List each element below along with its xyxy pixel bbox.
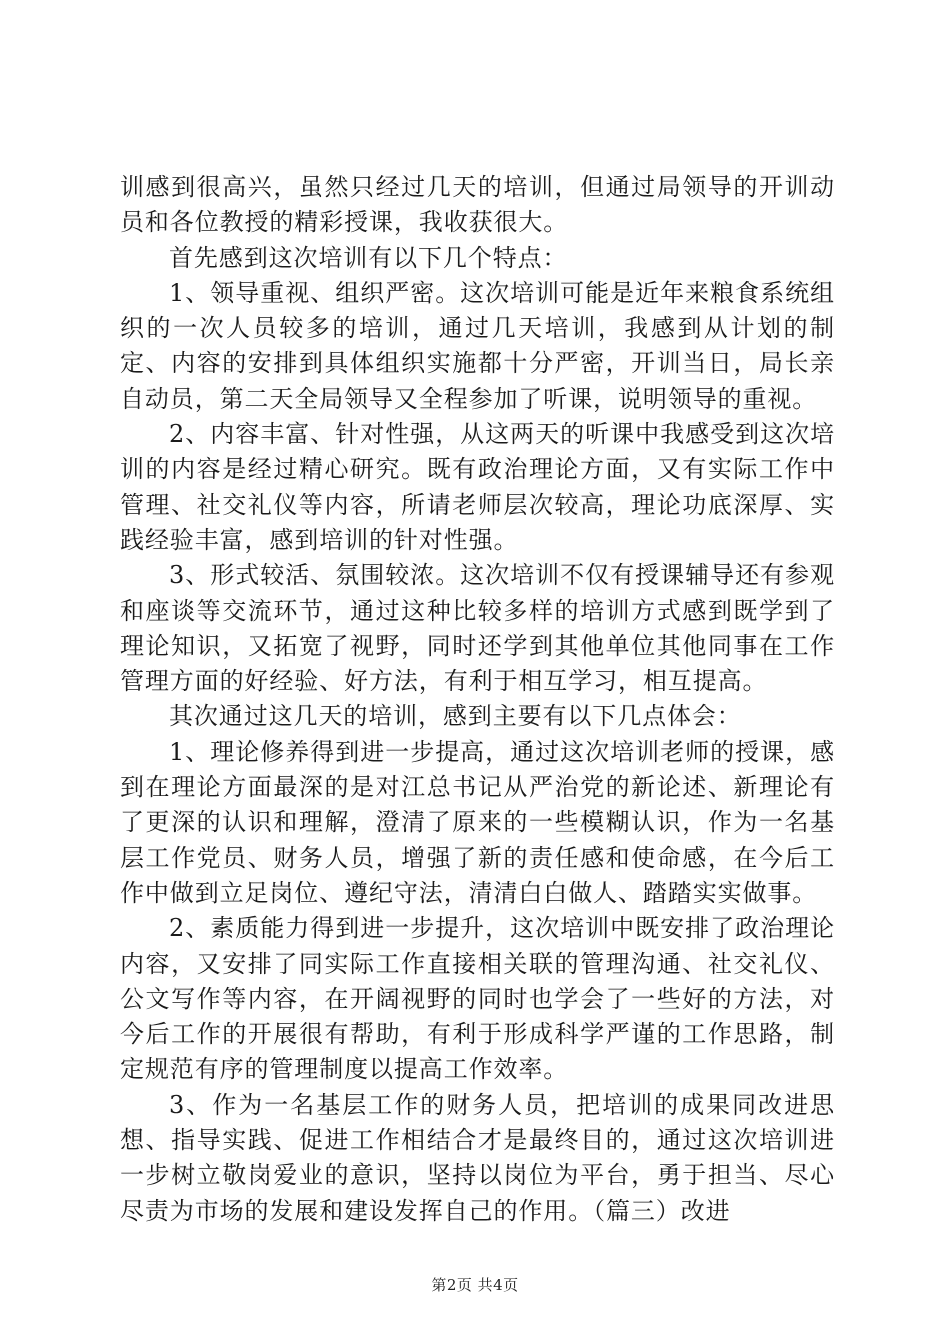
paragraph-features-intro: 首先感到这次培训有以下几个特点： [169, 243, 568, 272]
paragraph-continuation: 训感到很高兴，虽然只经过几天的培训，但通过局领导的开训动员和各位教授的精彩授课，我收获很大。 [120, 173, 835, 237]
page-footer: 第2页 共4页 [431, 1276, 519, 1294]
paragraph-feature-3: 3、形式较活、氛围较浓。这次培训不仅有授课辅导还有参观和座谈等交流环节，通过这种比较多样的培训方式感到既学到了理论知识，又拓宽了视野，同时还学到其他单位其他同事在工作管理方面的好经验、好方法，有利于相互学习，相互提高。 [120, 561, 835, 696]
paragraph-feature-1: 1、领导重视、组织严密。这次培训可能是近年来粮食系统组织的一次人员较多的培训，通过几天培训，我感到从计划的制定、内容的安排到具体组织实施都十分严密，开训当日，局长亲自动员，第二天全局领导又全程参加了听课，说明领导的重视。 [120, 278, 835, 413]
paragraph-lesson-2: 2、素质能力得到进一步提升，这次培训中既安排了政治理论内容，又安排了同实际工作直接相关联的管理沟通、社交礼仪、公文写作等内容，在开阔视野的同时也学会了一些好的方法，对今后工作的开展很有帮助，有利于形成科学严谨的工作思路，制定规范有序的管理制度以提高工作效率。 [120, 914, 835, 1084]
paragraph-lesson-3: 3、作为一名基层工作的财务人员，把培训的成果同改进思想、指导实践、促进工作相结合才是最终目的，通过这次培训进一步树立敬岗爱业的意识，坚持以岗位为平台，勇于担当、尽心尽责为市场的发展和建设发挥自己的作用。（篇三）改进 [120, 1090, 835, 1225]
document-body [120, 170, 835, 1229]
paragraph-lessons-intro: 其次通过这几天的培训，感到主要有以下几点体会： [169, 702, 742, 731]
paragraph-lesson-1: 1、理论修养得到进一步提高，通过这次培训老师的授课，感到在理论方面最深的是对江总书记从严治党的新论述、新理论有了更深的认识和理解，澄清了原来的一些模糊认识，作为一名基层工作党员、财务人员，增强了新的责任感和使命感，在今后工作中做到立足岗位、遵纪守法，清清白白做人、踏踏实实做事。 [120, 737, 835, 907]
paragraph-feature-2: 2、内容丰富、针对性强，从这两天的听课中我感受到这次培训的内容是经过精心研究。既有政治理论方面，又有实际工作中管理、社交礼仪等内容，所请老师层次较高，理论功底深厚、实践经验丰富，感到培训的针对性强。 [120, 420, 835, 554]
